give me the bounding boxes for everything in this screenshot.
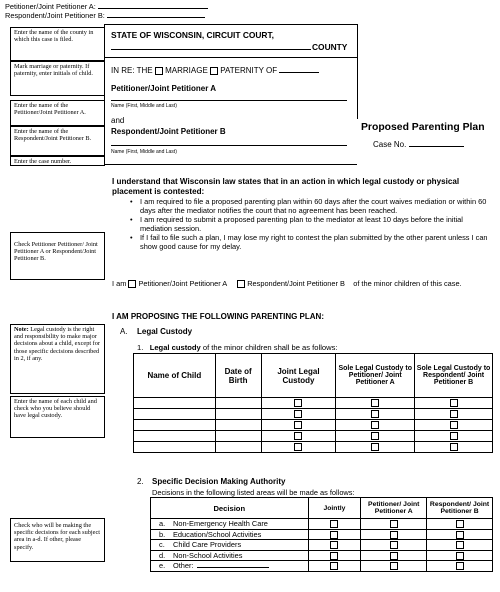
custody-row [134, 409, 493, 420]
instruction-check-petitioner: Check Petitioner Petitioner/ Joint Petitioner A or Respondent/Joint Petitioner B. [10, 232, 105, 280]
decision-label: Non-Emergency Health Care [173, 519, 268, 529]
instruction-child-name: Enter the name of each child and check who you believe should have legal custody. [10, 396, 105, 438]
petitioner-name-hint: Name (First, Middle and Last) [111, 103, 177, 109]
sole-respondent-checkbox-cell [415, 398, 493, 409]
joint-custody-checkbox-cell [261, 431, 336, 442]
decision-row [151, 550, 493, 561]
decision-label: Non-School Activities [173, 550, 243, 560]
child-name-cell[interactable] [134, 431, 216, 442]
decision-row [151, 519, 493, 530]
caption-bottom-border [104, 164, 357, 165]
section-2-title: Specific Decision Making Authority [152, 477, 286, 486]
dob-cell[interactable] [215, 431, 261, 442]
petitioner-a-checkbox-cell [361, 540, 427, 551]
instruction-county: Enter the name of the county in which this case is filed. [10, 27, 105, 61]
child-name-cell[interactable] [134, 420, 216, 431]
jointly-checkbox-cell [308, 550, 361, 561]
custody-row [134, 442, 493, 453]
joint-custody-checkbox[interactable] [294, 399, 302, 407]
respondent-name-line[interactable] [111, 137, 347, 146]
bullet-item: • I am required to file a proposed parenting plan within 60 days after the court waives mediation or within 60 days after the mediator notifies the court that no agreement has been reached. [130, 197, 492, 215]
decision-label-cell [151, 540, 309, 551]
child-name-cell[interactable] [134, 442, 216, 453]
jointly-checkbox-cell [308, 529, 361, 540]
in-re-row: IN RE: THE MARRIAGE PATERNITY OF [111, 66, 319, 75]
and-label: and [111, 116, 125, 125]
sole-respondent-checkbox[interactable] [450, 421, 458, 429]
col-decision: Decision [151, 498, 309, 519]
child-name-cell[interactable] [134, 398, 216, 409]
decision-label: Other: [173, 561, 194, 571]
instruction-petitioner: Enter the name of the Petitioner/Joint Petitioner A. [10, 100, 105, 126]
decision-letter: a. [159, 519, 166, 529]
respondent-b-checkbox-cell [427, 519, 493, 530]
section-2-sub: Decisions in the following listed areas will be made as follows: [152, 488, 355, 497]
section-a-letter: A. [120, 327, 128, 336]
sole-petitioner-checkbox[interactable] [371, 443, 379, 451]
section-2-num: 2. [137, 477, 144, 486]
decision-letter: b. [159, 529, 166, 539]
case-no-line[interactable] [409, 146, 464, 147]
county-label: COUNTY [312, 42, 348, 52]
county-line[interactable] [111, 42, 311, 50]
caption-top-border [104, 24, 357, 25]
legal-custody-table [133, 353, 493, 453]
i-am-petitioner-checkbox[interactable] [128, 280, 136, 288]
understand-heading: I understand that Wisconsin law states that in an action in which legal custody or physical placement is contested: [112, 177, 460, 196]
bullet-item: • If I fail to file such a plan, I may lose my right to contest the plan submitted by the other parent unless I can show good cause for my delay. [130, 233, 492, 251]
i-am-respondent-checkbox[interactable] [237, 280, 245, 288]
instruction-respondent: Enter the name of the Respondent/Joint Petitioner B. [10, 126, 105, 156]
instruction-case-number: Enter the case number. [10, 156, 105, 166]
petitioner-label: Petitioner/Joint Petitioner A [111, 84, 217, 93]
jointly-checkbox-cell [308, 519, 361, 530]
joint-custody-checkbox-cell [261, 409, 336, 420]
sole-respondent-checkbox-cell [415, 420, 493, 431]
respondent-b-checkbox-cell [427, 561, 493, 572]
sole-respondent-checkbox-cell [415, 442, 493, 453]
joint-custody-checkbox-cell [261, 420, 336, 431]
petitioner-name-line[interactable] [111, 92, 347, 101]
sole-petitioner-checkbox-cell [336, 420, 415, 431]
sole-petitioner-checkbox-cell [336, 409, 415, 420]
petitioner-a-header: Petitioner/Joint Petitioner A: [5, 2, 208, 11]
col-sole-petitioner: Sole Legal Custody to Petitioner/ Joint Petitioner A [336, 354, 415, 398]
respondent-b-line[interactable] [107, 17, 205, 18]
understand-bullets [130, 197, 492, 251]
respondent-name-hint: Name (First, Middle and Last) [111, 149, 177, 155]
respondent-b-checkbox-cell [427, 529, 493, 540]
col-sole-respondent: Sole Legal Custody to Respondent/ Joint Petitioner B [415, 354, 493, 398]
decision-header-row [151, 498, 493, 519]
decision-rows [151, 519, 493, 572]
legal-custody-rows [134, 398, 493, 453]
court-title: STATE OF WISCONSIN, CIRCUIT COURT, [111, 30, 274, 40]
jointly-checkbox-cell [308, 561, 361, 572]
petitioner-a-checkbox[interactable] [390, 541, 398, 549]
sole-respondent-checkbox[interactable] [450, 443, 458, 451]
paternity-checkbox[interactable] [210, 67, 218, 75]
sole-respondent-checkbox[interactable] [450, 410, 458, 418]
respondent-b-header: Respondent/Joint Petitioner B: [5, 11, 205, 20]
decision-letter: e. [159, 561, 166, 571]
petitioner-a-checkbox[interactable] [390, 520, 398, 528]
i-am-row: I am Petitioner/Joint Petitioner A Respondent/Joint Petitioner B of the minor children of this case. [112, 279, 462, 288]
custody-row [134, 431, 493, 442]
joint-custody-checkbox[interactable] [294, 410, 302, 418]
sole-respondent-checkbox[interactable] [450, 399, 458, 407]
note-legal-custody: Note: Legal custody is the right and responsibility to make major decisions about a child, except for those specific decisions described in 2, if any. [10, 324, 105, 394]
petitioner-a-checkbox-cell [361, 519, 427, 530]
sole-petitioner-checkbox[interactable] [371, 410, 379, 418]
court-divider [104, 57, 357, 58]
decision-label-cell [151, 550, 309, 561]
dob-cell[interactable] [215, 420, 261, 431]
proposing-heading: I AM PROPOSING THE FOLLOWING PARENTING PLAN: [112, 312, 324, 321]
petitioner-a-checkbox-cell [361, 550, 427, 561]
respondent-b-checkbox[interactable] [456, 531, 464, 539]
instruction-decision-makers: Check who will be making the specific decisions for each subject area in a-d. If other, please specify. [10, 518, 105, 562]
jointly-checkbox[interactable] [330, 541, 338, 549]
respondent-label: Respondent/Joint Petitioner B [111, 127, 226, 136]
caption-right-border [357, 24, 358, 119]
jointly-checkbox-cell [308, 540, 361, 551]
sole-petitioner-checkbox[interactable] [371, 399, 379, 407]
decision-row [151, 529, 493, 540]
custody-row [134, 398, 493, 409]
respondent-b-checkbox-cell [427, 550, 493, 561]
jointly-checkbox[interactable] [330, 562, 338, 570]
col-name-of-child: Name of Child [134, 354, 216, 398]
dob-cell[interactable] [215, 398, 261, 409]
petitioner-a-checkbox[interactable] [390, 562, 398, 570]
marriage-checkbox[interactable] [155, 67, 163, 75]
respondent-b-checkbox[interactable] [456, 562, 464, 570]
decision-label: Child Care Providers [173, 540, 242, 550]
decision-row [151, 561, 493, 572]
child-name-cell[interactable] [134, 409, 216, 420]
legal-custody-item: 1. Legal custody of the minor children shall be as follows: [137, 343, 338, 352]
custody-row [134, 420, 493, 431]
col-joint-legal-custody: Joint Legal Custody [261, 354, 336, 398]
petitioner-a-checkbox[interactable] [390, 531, 398, 539]
joint-custody-checkbox[interactable] [294, 421, 302, 429]
instruction-marriage: Mark marriage or paternity. If paternity, enter initials of child. [10, 61, 105, 96]
joint-custody-checkbox-cell [261, 442, 336, 453]
sole-petitioner-checkbox[interactable] [371, 421, 379, 429]
legal-custody-header-row [134, 354, 493, 398]
sole-petitioner-checkbox-cell [336, 442, 415, 453]
joint-custody-checkbox-cell [261, 398, 336, 409]
sole-petitioner-checkbox-cell [336, 431, 415, 442]
decision-label-cell [151, 529, 309, 540]
decision-table [150, 497, 493, 572]
petitioner-a-line[interactable] [98, 8, 208, 9]
sole-respondent-checkbox[interactable] [450, 432, 458, 440]
col-petitioner-a: Petitioner/ Joint Petitioner A [361, 498, 427, 519]
bullet-item: • I am required to submit a proposed parenting plan to the mediator at least 10 days before the initial mediation session. [130, 215, 492, 233]
joint-custody-checkbox[interactable] [294, 432, 302, 440]
jointly-checkbox[interactable] [330, 520, 338, 528]
decision-label-cell [151, 519, 309, 530]
respondent-b-checkbox[interactable] [456, 520, 464, 528]
petitioner-a-checkbox-cell [361, 561, 427, 572]
col-date-of-birth: Date of Birth [215, 354, 261, 398]
sole-petitioner-checkbox-cell [336, 398, 415, 409]
decision-label: Education/School Activities [173, 529, 262, 539]
section-a-title: Legal Custody [137, 327, 193, 336]
col-respondent-b: Respondent/ Joint Petitioner B [427, 498, 493, 519]
dob-cell[interactable] [215, 409, 261, 420]
decision-letter: d. [159, 550, 166, 560]
respondent-b-checkbox[interactable] [456, 552, 464, 560]
petitioner-a-checkbox[interactable] [390, 552, 398, 560]
decision-letter: c. [159, 540, 165, 550]
petitioner-a-checkbox-cell [361, 529, 427, 540]
decision-row [151, 540, 493, 551]
sole-petitioner-checkbox[interactable] [371, 432, 379, 440]
decision-label-cell [151, 561, 309, 572]
jointly-checkbox[interactable] [330, 552, 338, 560]
paternity-initials-line[interactable] [279, 72, 319, 73]
case-no-row: Case No. [373, 140, 464, 149]
sole-respondent-checkbox-cell [415, 409, 493, 420]
other-specify-line[interactable] [197, 567, 269, 568]
dob-cell[interactable] [215, 442, 261, 453]
respondent-b-checkbox[interactable] [456, 541, 464, 549]
jointly-checkbox[interactable] [330, 531, 338, 539]
respondent-b-checkbox-cell [427, 540, 493, 551]
form-title: Proposed Parenting Plan [361, 122, 485, 133]
col-jointly: Jointly [308, 498, 361, 519]
sole-respondent-checkbox-cell [415, 431, 493, 442]
joint-custody-checkbox[interactable] [294, 443, 302, 451]
